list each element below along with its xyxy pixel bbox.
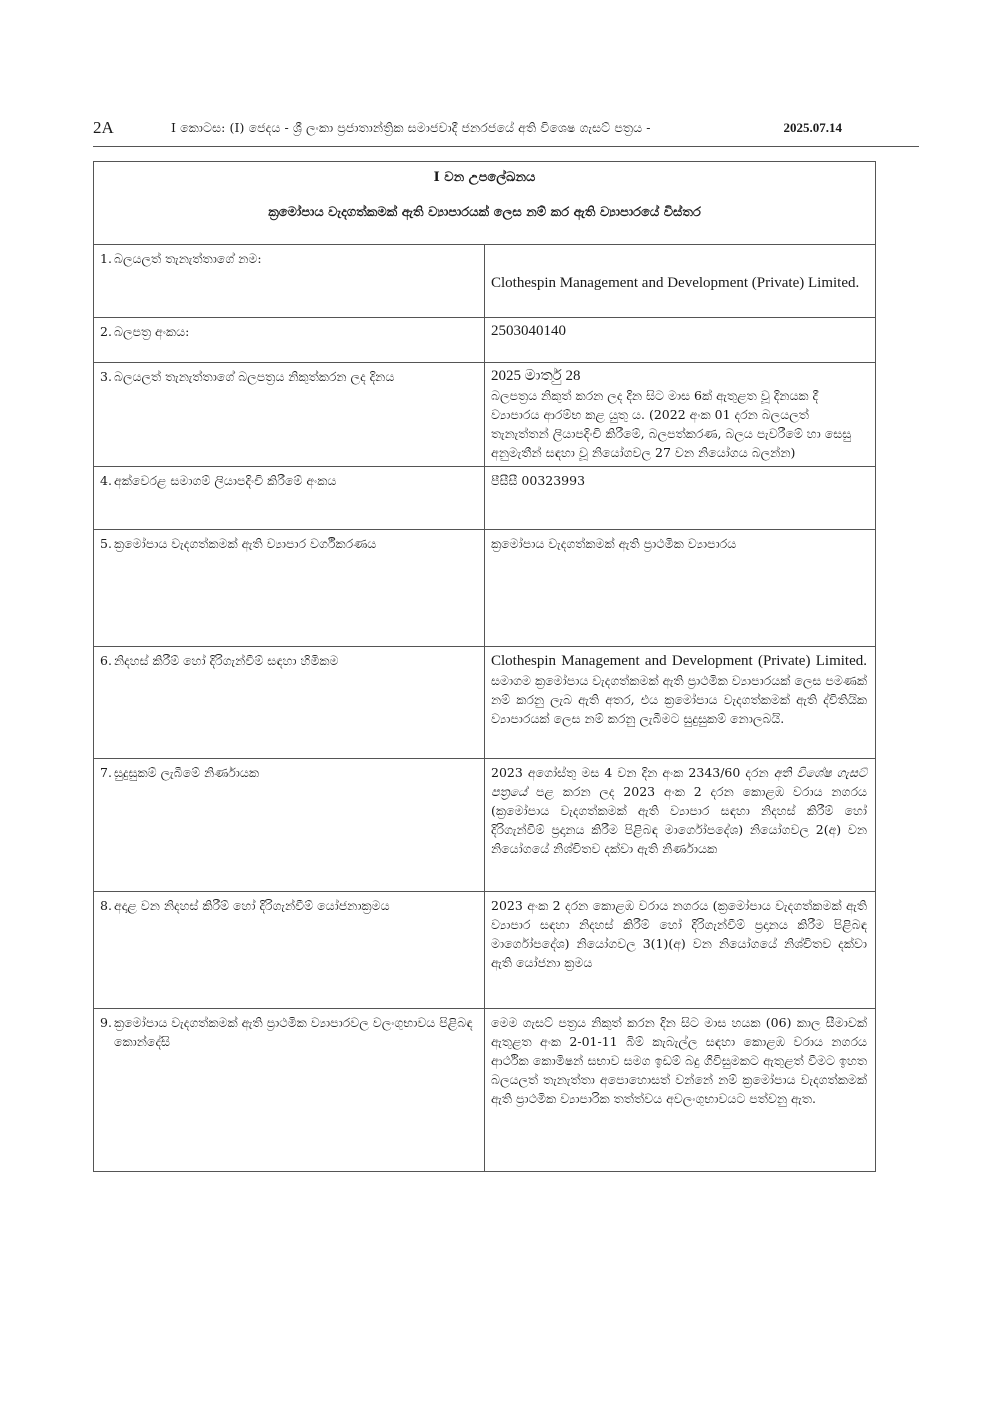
offshore-registration-number: පීසීසී 00323993	[491, 473, 586, 488]
criteria-text: පළ කරන ලද 2023 අංක 2 දරන කොළඹ වරාය නගරය (ක්‍රමෝපාය වැදගත්කමක් ඇති ව්‍යාපාර සඳහා නිදහස් කිරීම් හෝ දිරිගැන්වීම් ප්‍රදානය කිරීම පිළිබඳ මාර්ගෝපදේශ) නියෝගවල 2(අ) වන නියෝගයේ නිශ්චිතව දක්වා ඇති නිර්ණායක	[491, 784, 867, 856]
table-row	[94, 759, 876, 892]
table-row	[94, 363, 876, 467]
license-number: 2503040140	[491, 323, 566, 339]
row-number: 6.	[100, 653, 112, 668]
schedule-title: I වන උපලේඛනය	[433, 170, 536, 185]
schedule-subtitle: ක්‍රමෝපාය වැදගත්කමක් ඇති ව්‍යාපාරයක් ලෙස නම් කර ඇති ව්‍යාපාරයේ විස්තර	[268, 205, 701, 220]
row-label: ක්‍රමෝපාය වැදගත්කමක් ඇති ව්‍යාපාර වර්ගීකරණය	[114, 536, 377, 551]
entitlement-text: සමාගම ක්‍රමෝපාය වැදගත්කමක් ඇති ප්‍රාථමික ව්‍යාපාරයක් ලෙස පමණක් නම් කරනු ලැබ ඇති අතර, එය ක්‍රමෝපාය වැදගත්කමක් ඇති ද්විතියික ව්‍යාපාරයක් ලෙස නම් කරනු ලැබීමට සුදුසුකම් නොලබයි.	[491, 673, 867, 726]
criteria-text-gazette: අති විශේෂ ගැසට් පත්‍රයේ	[491, 765, 867, 799]
row-number: 7.	[100, 765, 112, 780]
table-row	[94, 467, 876, 530]
authorized-person-name: Clothespin Management and Development (Private) Limited.	[491, 275, 860, 291]
table-row	[94, 318, 876, 363]
company-name-inline: Clothespin Management and Development (Private) Limited.	[491, 653, 867, 669]
row-number: 2.	[100, 324, 112, 339]
row-label: බලපත්‍ර අංකය:	[114, 324, 190, 339]
validity-conditions-text: මෙම ගැසට් පත්‍රය නිකුත් කරන දින සිට මාස හයක (06) කාල සීමාවක් ඇතුළත අංක 2-01-11 බිම් කැබැල්ල සඳහා කොළඹ වරාය නගරය ආර්ථික කොමිෂන් සභාව සමග ඉඩම් බදු ගිවිසුමකට ඇතුළත් වීමට ඉහත බලයලත් තැනැත්තා අපොහොසත් වන්නේ නම් ක්‍රමෝපාය වැදගත්කමක් ඇති ප්‍රාථමික ව්‍යාපාරික තත්ත්වය අවලංගුභාවයට පත්වනු ඇත.	[491, 1015, 867, 1106]
table-row	[94, 647, 876, 759]
row-label: අදාළ වන නිදහස් කිරීම් හෝ දිරිගැන්වීම් යෝජනාක්‍රමය	[114, 898, 390, 913]
table-row	[94, 245, 876, 318]
page-number: 2A	[93, 118, 114, 137]
row-number: 1.	[100, 251, 112, 266]
row-number: 5.	[100, 536, 112, 551]
gazette-running-title: I කොටස: (I) ජෙදය - ශ්‍රී ලංකා ප්‍රජාතාන්ත්‍රික සමාජවාදී ජනරජයේ අති විශෙෂ ගැසට් පත්‍රය -	[171, 120, 651, 135]
gazette-date: 2025.07.14	[783, 120, 842, 135]
table-row	[94, 892, 876, 1009]
schedule-table	[93, 161, 876, 1172]
row-label: බලයලත් තැනැත්තාගේ නම:	[114, 251, 262, 266]
table-row	[94, 530, 876, 647]
license-issue-note: බලපත්‍රය නිකුත් කරන ලද දින සිට මාස 6ක් ඇතුළත වූ දිනයක දී ව්‍යාපාරය ආරම්භ කළ යුතු ය. (2022 අංක 01 දරන බලයලත් තැනැත්තන් ලියාපදිංචි කිරීමේ, බලපත්කරණ, බලය පැවරීමේ හා සෙසු අනුමැතීන් සඳහා වූ නියෝගවල 27 වන නියෝගය බලන්න)	[491, 388, 852, 460]
criteria-text-pre: 2023 අගෝස්තු මස 4 වන දින අංක 2343/60 දරන	[491, 765, 769, 780]
row-label: සුදුසුකම් ලැබීමේ නිර්ණායක	[114, 765, 260, 780]
license-issue-date: 2025 මාර්තු 28	[491, 368, 581, 384]
table-row	[94, 1009, 876, 1172]
row-label: නිදහස් කිරීම් හෝ දිරිගැන්වීම් සඳහා හිමිකම	[114, 653, 339, 668]
row-number: 3.	[100, 369, 112, 384]
row-number: 8.	[100, 898, 112, 913]
schedule-title-row	[94, 162, 876, 245]
running-header	[93, 118, 919, 147]
row-label: අක්වෙරළ සමාගම් ලියාපදිංචි කිරීමේ අංකය	[114, 473, 337, 488]
row-label: ක්‍රමෝපාය වැදගත්කමක් ඇති ප්‍රාථමික ව්‍යාපාරවල වලංගුභාවය පිළිබඳ කොන්දේසි	[114, 1015, 473, 1049]
incentive-scheme-text: 2023 අංක 2 දරන කොළඹ වරාය නගරය (ක්‍රමෝපාය වැදගත්කමක් ඇති ව්‍යාපාර සඳහා නිදහස් කිරීම් හෝ දිරිගැන්වීම් ප්‍රදානය කිරීම පිළිබඳ මාර්ගෝපදේශ) නියෝගවල 3(1)(අ) වන නියෝගයේ නිශ්චිතව දක්වා ඇති යෝජනා ක්‍රමය	[491, 898, 867, 970]
row-number: 4.	[100, 473, 112, 488]
row-number: 9.	[100, 1015, 112, 1030]
business-classification: ක්‍රමෝපාය වැදගත්කමක් ඇති ප්‍රාථමික ව්‍යාපාරය	[491, 536, 737, 551]
row-label: බලයලත් තැනැත්තාගේ බලපත්‍රය නිකුත්කරන ලද දිනය	[114, 369, 395, 384]
